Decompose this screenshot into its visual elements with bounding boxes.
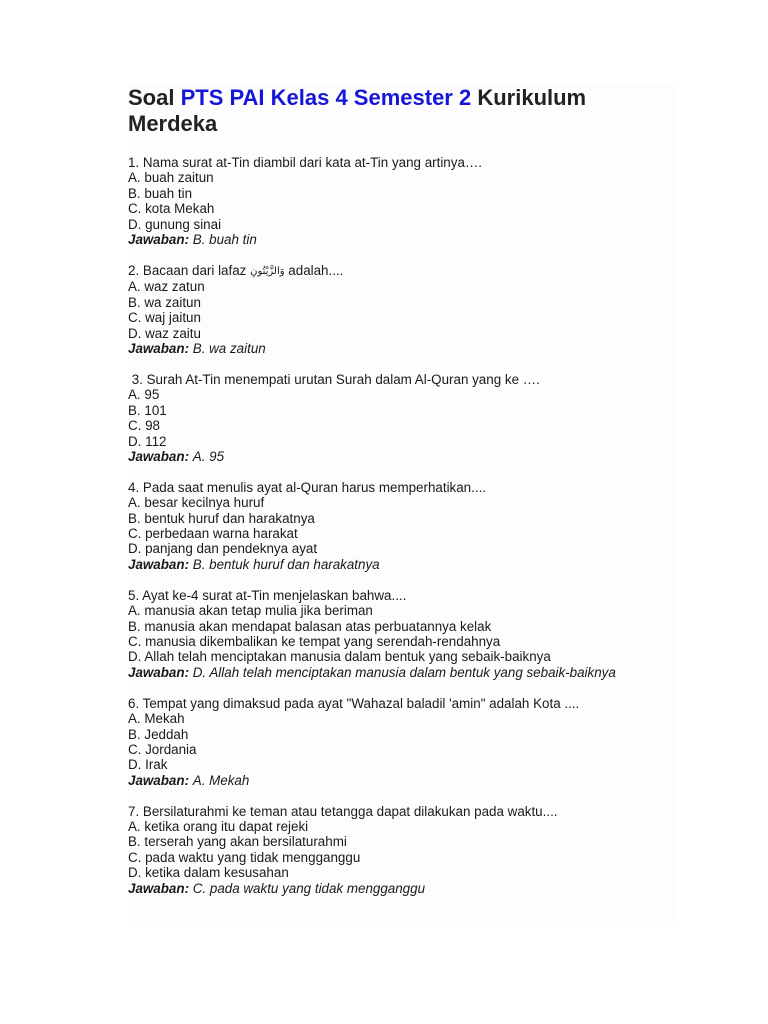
option-a: A. 95 xyxy=(128,387,160,403)
option-a: A. besar kecilnya huruf xyxy=(128,495,265,511)
answer-line xyxy=(128,773,676,788)
option-a: A. ketika orang itu dapat rejeki xyxy=(128,819,309,835)
answer-value: D. Allah telah menciptakan manusia dalam bentuk yang sebaik-baiknya xyxy=(192,664,616,680)
answer-label: Jawaban: xyxy=(128,664,190,680)
title-prefix: Soal xyxy=(128,85,181,110)
answer-label: Jawaban: xyxy=(128,880,190,896)
title-suffix-line2: Merdeka xyxy=(128,111,218,136)
question-text: 1. Nama surat at-Tin diambil dari kata at-Tin yang artinya…. xyxy=(128,155,483,170)
answer-label: Jawaban: xyxy=(128,232,190,248)
answer-label: Jawaban: xyxy=(128,772,190,788)
answer-label: Jawaban: xyxy=(128,340,190,356)
question-6 xyxy=(128,696,676,788)
question-3 xyxy=(128,372,676,464)
option-d: D. waz zaitu xyxy=(128,325,201,341)
answer-value: C. pada waktu yang tidak mengganggu xyxy=(192,880,426,896)
arabic-lafaz: وَالزَّيْتُونِ xyxy=(250,265,285,277)
option-b: B. terserah yang akan bersilaturahmi xyxy=(128,834,347,850)
answer-value: A. Mekah xyxy=(192,772,250,788)
option-b: B. manusia akan mendapat balasan atas perbuatannya kelak xyxy=(128,618,492,634)
option-d: D. Allah telah menciptakan manusia dalam bentuk yang sebaik-baiknya xyxy=(128,649,551,665)
option-b: B. wa zaitun xyxy=(128,294,201,310)
option-b: B. Jeddah xyxy=(128,726,189,742)
option-d: D. ketika dalam kesusahan xyxy=(128,865,289,881)
answer-line xyxy=(128,557,676,572)
option-d: D. gunung sinai xyxy=(128,216,222,232)
question-7 xyxy=(128,804,676,896)
option-b: B. buah tin xyxy=(128,185,193,201)
option-c: C. Jordania xyxy=(128,741,197,757)
option-c: C. manusia dikembalikan ke tempat yang serendah-rendahnya xyxy=(128,633,501,649)
option-b: B. bentuk huruf dan harakatnya xyxy=(128,510,315,526)
question-text: 5. Ayat ke-4 surat at-Tin menjelaskan bahwa.... xyxy=(128,587,407,603)
question-list xyxy=(128,155,676,896)
answer-line xyxy=(128,665,676,680)
answer-value: B. bentuk huruf dan harakatnya xyxy=(192,556,380,572)
question-text-before: 2. Bacaan dari lafaz xyxy=(128,262,251,278)
option-d: D. 112 xyxy=(128,433,167,449)
title-highlight: PTS PAI Kelas 4 Semester 2 xyxy=(180,85,472,110)
option-d: D. panjang dan pendeknya ayat xyxy=(128,541,318,557)
question-text: 3. Surah At-Tin menempati urutan Surah dalam Al-Quran yang ke …. xyxy=(128,371,540,387)
option-c: C. pada waktu yang tidak mengganggu xyxy=(128,849,361,865)
question-4 xyxy=(128,480,676,572)
answer-value: B. wa zaitun xyxy=(192,340,266,356)
option-c: C. perbedaan warna harakat xyxy=(128,526,298,542)
option-a: A. waz zatun xyxy=(128,279,205,295)
answer-line xyxy=(128,341,676,356)
question-text: 4. Pada saat menulis ayat al-Quran harus memperhatikan.... xyxy=(128,479,487,495)
question-2 xyxy=(128,263,676,356)
option-b: B. 101 xyxy=(128,402,167,418)
option-c: C. kota Mekah xyxy=(128,201,215,217)
question-5 xyxy=(128,588,676,680)
document-title xyxy=(128,84,676,137)
answer-line xyxy=(128,881,676,896)
answer-label: Jawaban: xyxy=(128,556,190,572)
answer-line xyxy=(128,449,676,464)
title-suffix: Kurikulum xyxy=(471,85,587,110)
answer-value: A. 95 xyxy=(192,448,225,464)
option-c: C. 98 xyxy=(128,418,161,434)
question-text: 7. Bersilaturahmi ke teman atau tetangga dapat dilakukan pada waktu.... xyxy=(128,803,558,819)
option-a: A. buah zaitun xyxy=(128,170,214,186)
question-text xyxy=(128,263,676,279)
answer-value: B. buah tin xyxy=(192,232,257,248)
answer-label: Jawaban: xyxy=(128,448,190,464)
option-a: A. manusia akan tetap mulia jika beriman xyxy=(128,603,373,619)
question-text-after: adalah.... xyxy=(284,262,344,278)
question-text: 6. Tempat yang dimaksud pada ayat "Wahazal baladil 'amin" adalah Kota .... xyxy=(128,695,580,711)
document-content xyxy=(128,84,676,926)
answer-line xyxy=(128,232,676,247)
option-a: A. Mekah xyxy=(128,711,185,727)
option-c: C. waj jaitun xyxy=(128,310,201,326)
question-1 xyxy=(128,155,676,247)
option-d: D. Irak xyxy=(128,757,168,773)
